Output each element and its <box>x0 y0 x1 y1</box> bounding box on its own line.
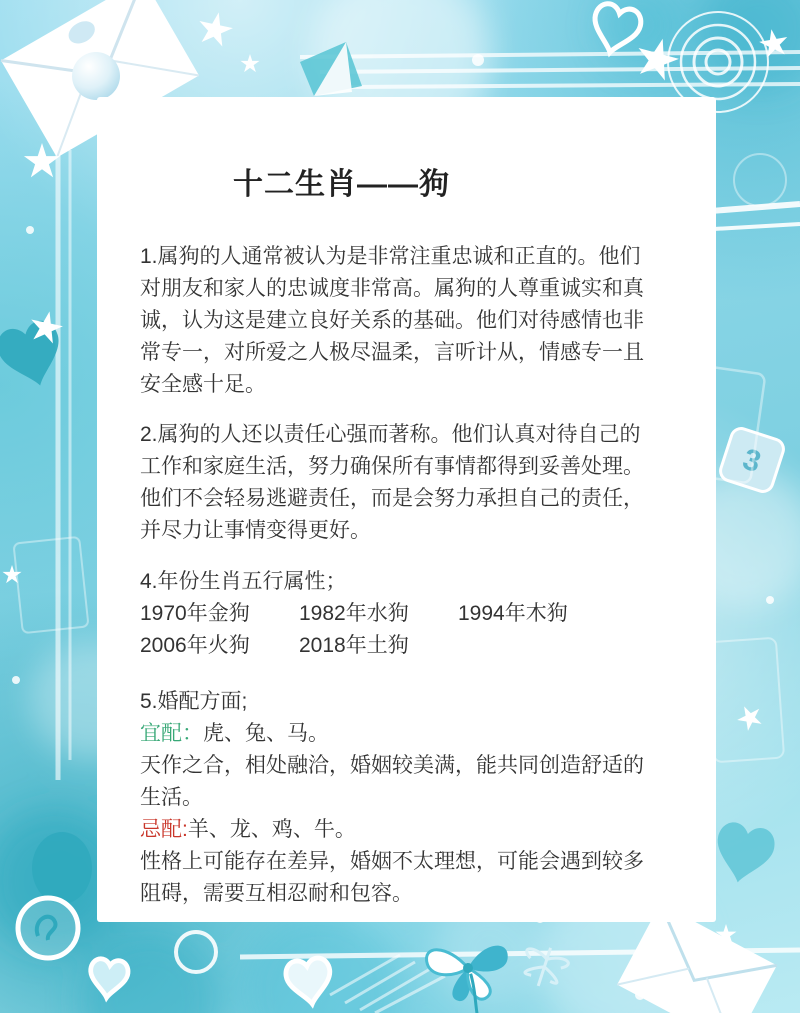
bad-match-animals: 羊、龙、鸡、牛。 <box>187 818 356 841</box>
marriage-heading: 5.婚配方面; <box>140 690 248 713</box>
good-match-animals: 虎、兔、马。 <box>203 722 329 745</box>
good-match-line <box>140 718 650 750</box>
bad-match-desc: 性格上可能存在差异，婚姻不太理想，可能会遇到较多阻碍，需要互相忍耐和包容。 <box>140 850 644 905</box>
five-elements-heading: 4.年份生肖五行属性； <box>140 570 347 593</box>
paragraph-loyalty: 1.属狗的人通常被认为是非常注重忠诚和正直的。他们对朋友和家人的忠诚度非常高。属狗的人尊重诚实和真诚，认为这是建立良好关系的基础。他们对待感情也非常专一，对所爱之人极尽温柔，言听计从，情感专一且安全感十足。 <box>140 245 644 396</box>
year-element-item: 2006年火狗 <box>140 634 250 657</box>
year-element-item: 2018年土狗 <box>299 634 409 657</box>
year-element-item: 1994年木狗 <box>458 602 568 625</box>
svg-text:3: 3 <box>738 442 765 480</box>
year-element-item: 1970年金狗 <box>140 602 250 625</box>
star-icon <box>195 9 235 48</box>
star-icon <box>240 54 259 72</box>
good-match-label: 宜配： <box>140 722 203 745</box>
star-icon <box>2 565 21 583</box>
marriage-section <box>140 686 650 910</box>
bad-match-label: 忌配: <box>140 818 188 841</box>
ball-icon <box>72 52 120 100</box>
year-element-item: 1982年水狗 <box>299 602 409 625</box>
content-card <box>97 97 716 922</box>
five-elements-section <box>140 566 650 662</box>
year-row <box>140 598 650 630</box>
star-icon <box>734 700 768 734</box>
page-title: 十二生肖——狗 <box>233 168 450 201</box>
good-match-desc: 天作之合，相处融洽，婚姻较美满，能共同创造舒适的生活。 <box>140 754 644 809</box>
paragraph-responsibility: 2.属狗的人还以责任心强而著称。他们认真对待自己的工作和家庭生活，努力确保所有事情都得到妥善处理。他们不会轻易逃避责任，而是会努力承担自己的责任，并尽力让事情变得更好。 <box>140 423 644 542</box>
bad-match-line <box>140 814 650 846</box>
year-row <box>140 630 650 662</box>
teal-heart-icon <box>710 820 778 889</box>
